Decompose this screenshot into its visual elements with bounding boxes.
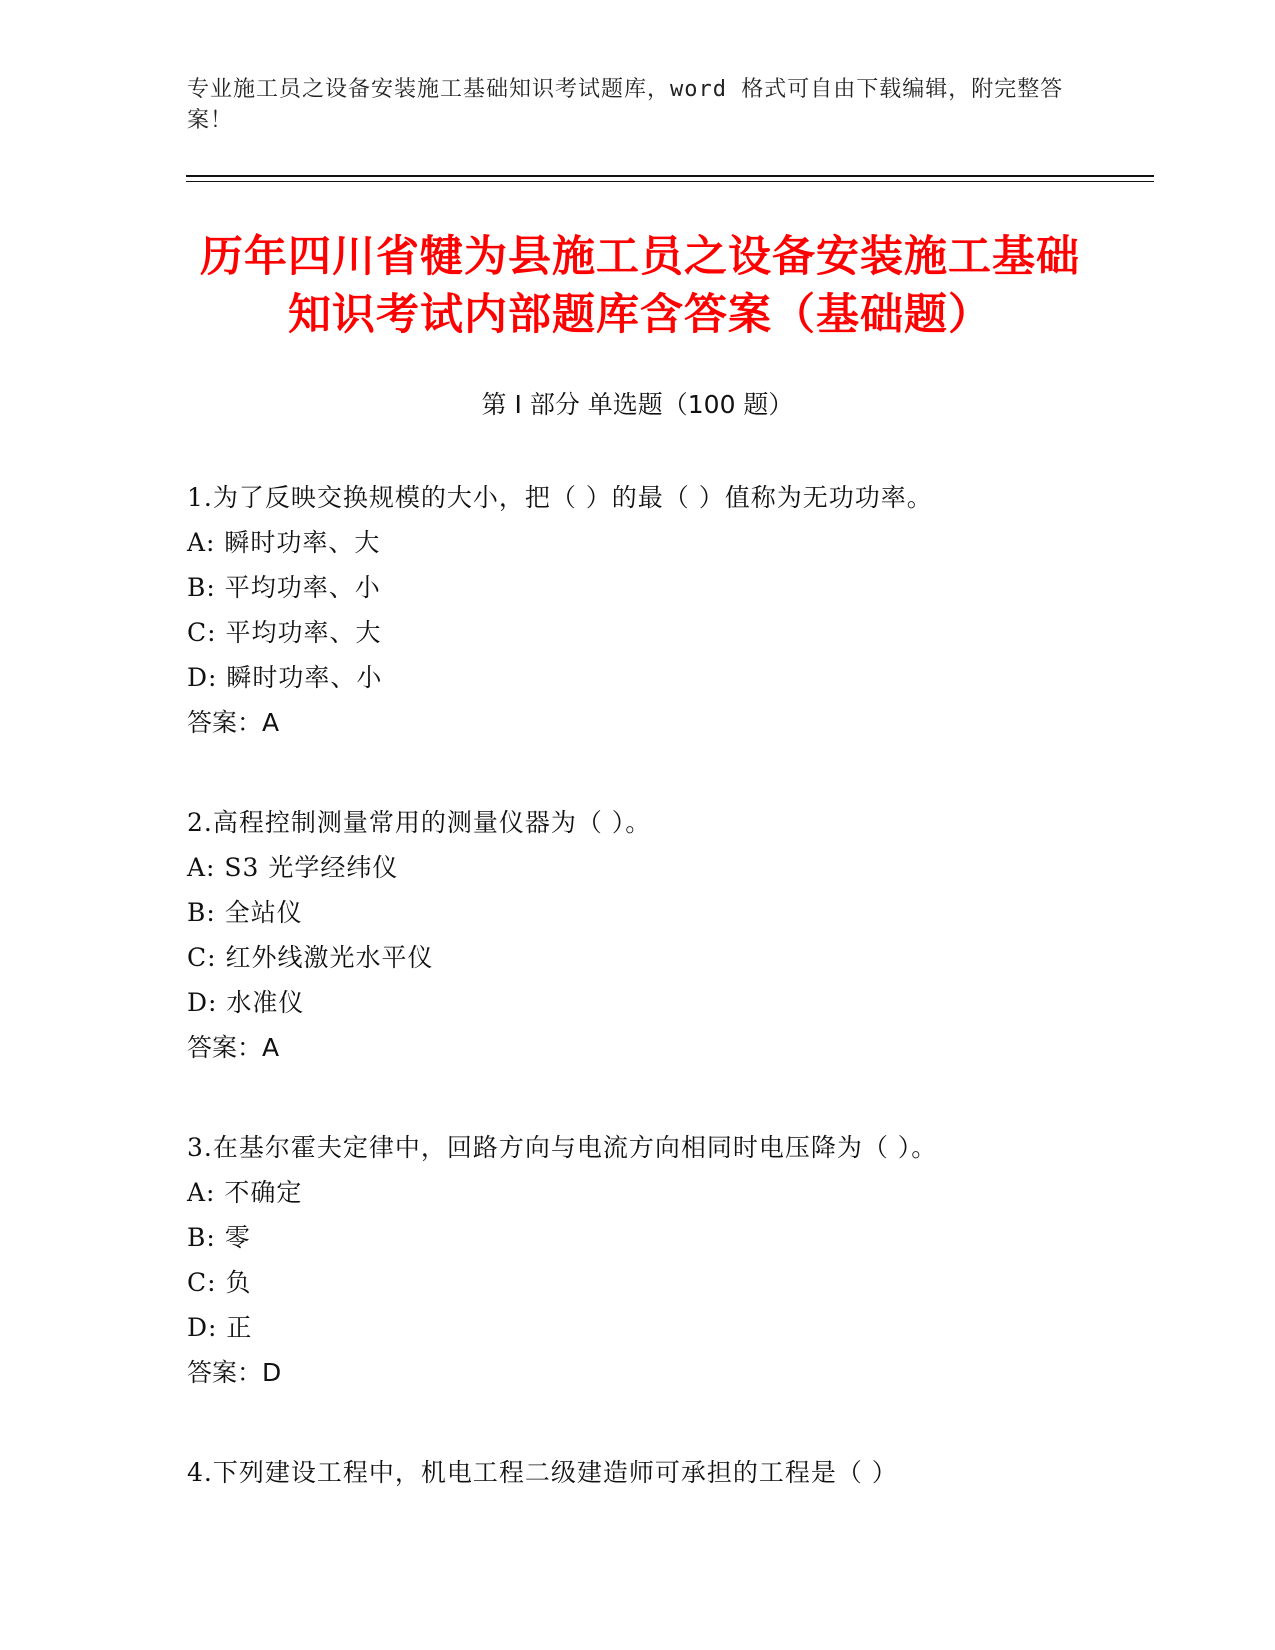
question-stem: 3.在基尔霍夫定律中，回路方向与电流方向相同时电压降为（ ）。 [187, 1133, 938, 1162]
document-title: 历年四川省犍为县施工员之设备安装施工基础知识考试内部题库含答案（基础题） [200, 232, 1080, 340]
option-a: A: 瞬时功率、大 [187, 528, 381, 557]
header-rule-thick [186, 175, 1154, 177]
question-3 [187, 1125, 1167, 1395]
question-1 [187, 475, 1167, 745]
answer: 答案：A [187, 1033, 280, 1062]
option-b: B: 零 [187, 1223, 251, 1252]
question-stem: 1.为了反映交换规模的大小，把（ ）的最（ ）值称为无功功率。 [187, 483, 933, 512]
question-4 [187, 1450, 1167, 1495]
question-stem: 4.下列建设工程中，机电工程二级建造师可承担的工程是（ ） [187, 1458, 898, 1487]
header-rule-thin [186, 181, 1154, 182]
option-c: C: 红外线激光水平仪 [187, 943, 434, 972]
option-b: B: 全站仪 [187, 898, 303, 927]
option-a: A: 不确定 [187, 1178, 303, 1207]
option-d: D: 水准仪 [187, 988, 305, 1017]
header-note: 专业施工员之设备安装施工基础知识考试题库，word 格式可自由下载编辑，附完整答案！ [187, 77, 1064, 133]
question-2 [187, 800, 1167, 1070]
question-stem: 2.高程控制测量常用的测量仪器为（ ）。 [187, 808, 652, 837]
answer: 答案：D [187, 1358, 282, 1387]
option-a: A: S3 光学经纬仪 [187, 853, 399, 882]
answer: 答案：A [187, 708, 280, 737]
section-heading: 第 I 部分 单选题（100 题） [481, 390, 794, 419]
option-d: D: 正 [187, 1313, 253, 1342]
option-c: C: 平均功率、大 [187, 618, 382, 647]
question-list [187, 475, 1167, 1550]
option-b: B: 平均功率、小 [187, 573, 381, 602]
option-d: D: 瞬时功率、小 [187, 663, 383, 692]
option-c: C: 负 [187, 1268, 252, 1297]
